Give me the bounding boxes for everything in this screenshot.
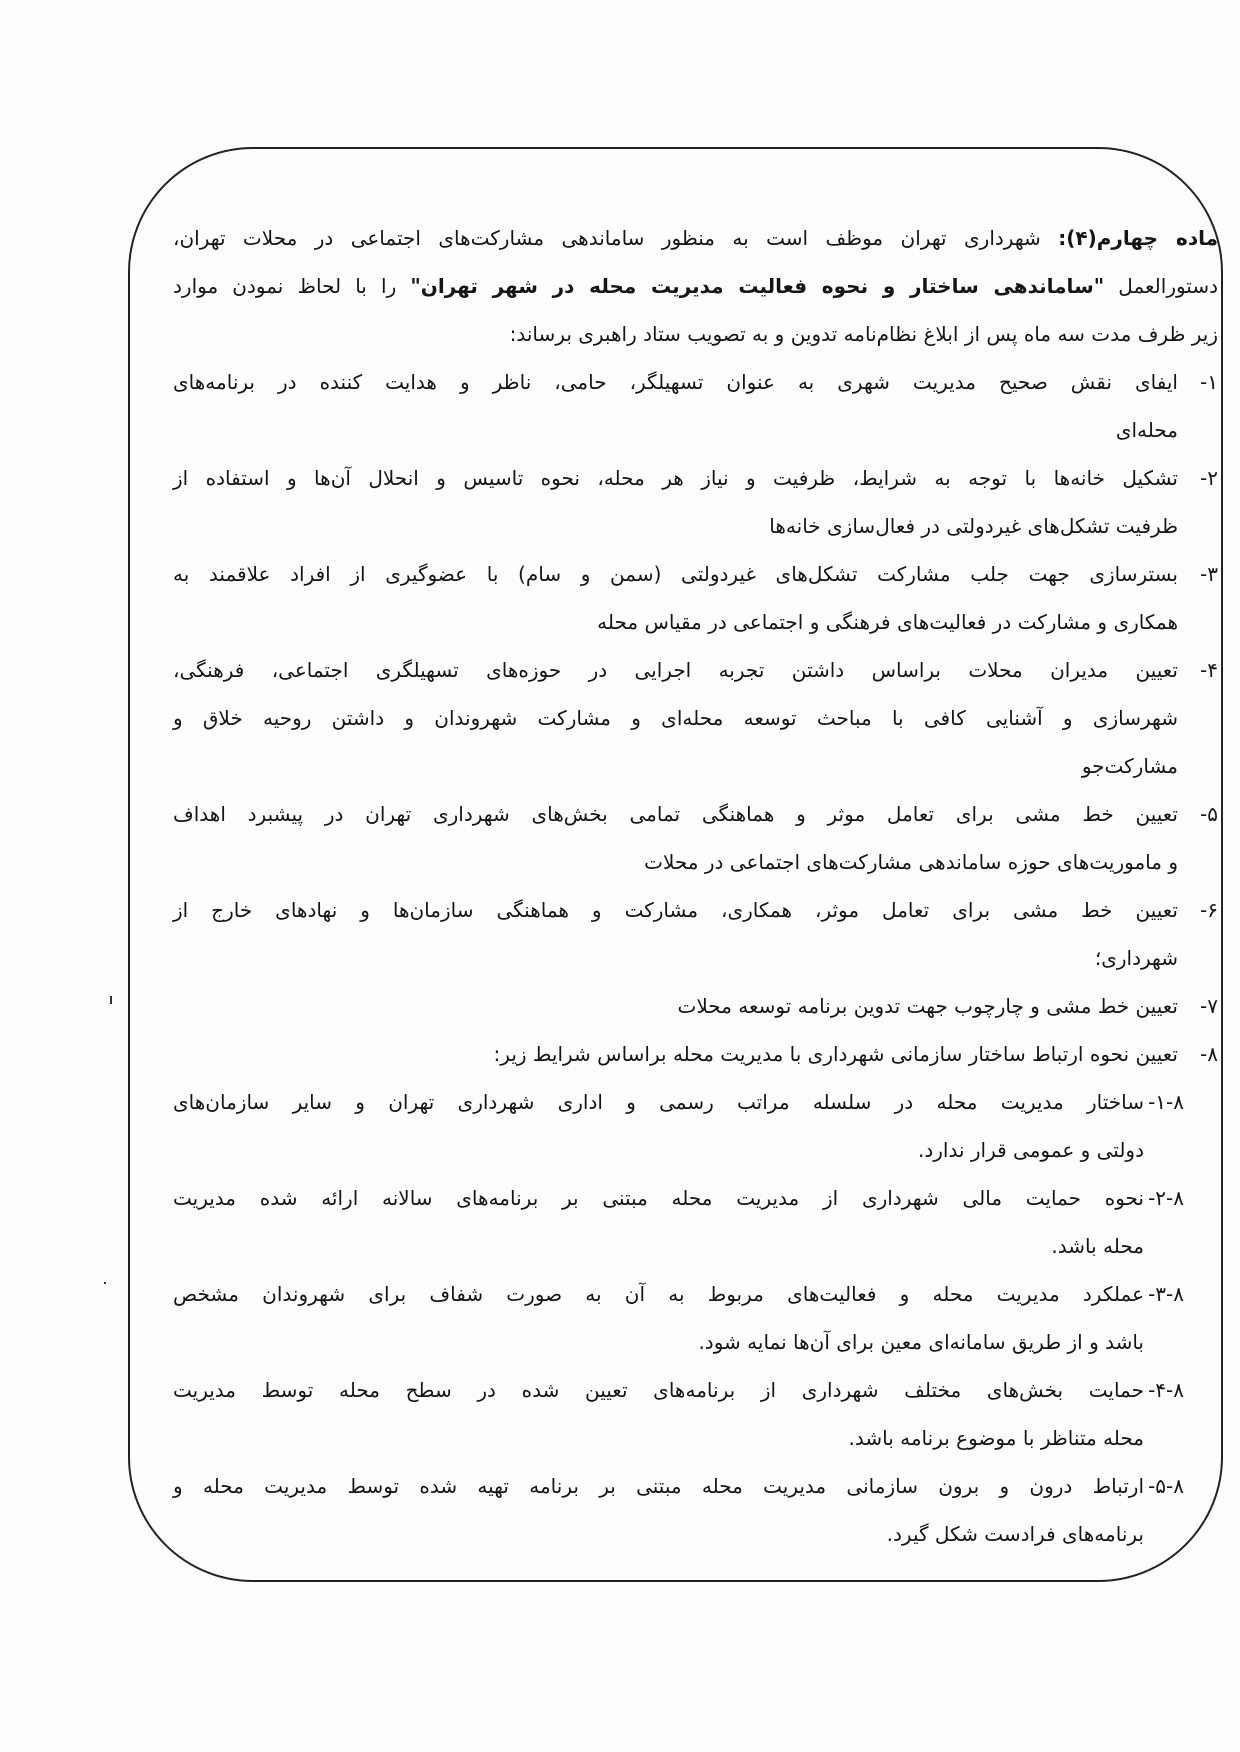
list-item [173, 454, 1218, 550]
item-number-label: -۲-۸ [1148, 1186, 1184, 1210]
subitems-list [173, 1078, 1218, 1558]
item-text-line: تشکیل خانه‌ها با توجه به شرایط، ظرفیت و نیاز هر محله، نحوه تاسیس و انحلال آن‌ها و استفاده از [173, 466, 1178, 490]
article-label: ماده چهارم(۴): [1058, 226, 1218, 250]
item-number-label: -۲ [1200, 466, 1218, 490]
item-text-line: محله‌ای [1115, 418, 1178, 442]
item-number-label: -۵ [1200, 802, 1218, 826]
item-text-line: ساختار مدیریت محله در سلسله مراتب رسمی و اداری شهرداری تهران و سایر سازمان‌های [173, 1090, 1144, 1114]
item-text-line: بسترسازی جهت جلب مشارکت تشکل‌های غیردولتی (سمن و سام) با عضوگیری از افراد علاقمند به [173, 562, 1178, 586]
item-number-label: -۱-۸ [1148, 1090, 1184, 1114]
scan-speck [110, 996, 112, 1004]
item-text-line: تعیین نحوه ارتباط ساختار سازمانی شهرداری با مدیریت محله براساس شرایط زیر: [493, 1042, 1178, 1066]
item-number [1178, 1030, 1218, 1078]
sub-list-item [173, 1174, 1218, 1270]
item-text-line: تعیین خط مشی برای تعامل موثر و هماهنگی تمامی بخش‌های شهرداری تهران در پیشبرد اهداف [173, 802, 1178, 826]
intro-line-3: زیر ظرف مدت سه ماه پس از ابلاغ نظام‌نامه تدوین و به تصویب ستاد راهبری برساند: [509, 322, 1218, 346]
item-text-line: ظرفیت تشکل‌های غیردولتی در فعال‌سازی خانه‌ها [769, 514, 1178, 538]
sub-list-item [173, 1462, 1218, 1558]
item-number [1178, 454, 1218, 502]
item-text-line: حمایت بخش‌های مختلف شهرداری از برنامه‌های تعیین شده در سطح محله توسط مدیریت [173, 1378, 1144, 1402]
item-number [1178, 886, 1218, 934]
item-text-line: تعیین خط مشی برای تعامل موثر، همکاری، مشارکت و هماهنگی سازمان‌ها و نهادهای خارج از [173, 898, 1178, 922]
item-text-line: همکاری و مشارکت در فعالیت‌های فرهنگی و اجتماعی در مقیاس محله [597, 610, 1178, 634]
list-item [173, 790, 1218, 886]
list-item [173, 358, 1218, 454]
item-number-label: -۱ [1200, 370, 1218, 394]
item-text-line: دولتی و عمومی قرار ندارد. [917, 1138, 1144, 1162]
item-number-label: -۷ [1200, 994, 1218, 1018]
item-text-line: باشد و از طریق سامانه‌ای معین برای آن‌ها نمایه شود. [698, 1330, 1144, 1354]
intro-line-1 [173, 214, 1218, 262]
intro-line-2 [173, 262, 1218, 310]
intro-text: را با لحاظ نمودن موارد [173, 274, 411, 298]
list-item [173, 982, 1218, 1030]
sub-list-item [173, 1366, 1218, 1462]
item-number-label: -۵-۸ [1148, 1474, 1184, 1498]
item-number [1178, 550, 1218, 598]
item-text-line: ایفای نقش صحیح مدیریت شهری به عنوان تسهیلگر، حامی، ناظر و هدایت کننده در برنامه‌های [173, 370, 1178, 394]
scan-speck [104, 1282, 106, 1284]
item-number [1178, 790, 1218, 838]
item-number-label: -۳-۸ [1148, 1282, 1184, 1306]
item-number [1144, 1174, 1184, 1222]
item-number [1144, 1366, 1184, 1414]
item-text-line: ارتباط درون و برون سازمانی مدیریت محله مبتنی بر برنامه تهیه شده توسط مدیریت محله و [173, 1474, 1144, 1498]
item-number [1144, 1462, 1184, 1510]
list-item [173, 886, 1218, 982]
item-text-line: تعیین مدیران محلات براساس داشتن تجربه اجرایی در حوزه‌های تسهیلگری اجتماعی، فرهنگی، [173, 658, 1178, 682]
item-number [1178, 646, 1218, 694]
item-text-line: نحوه حمایت مالی شهرداری از مدیریت محله مبتنی بر برنامه‌های سالانه ارائه شده مدیریت [173, 1186, 1144, 1210]
item-number-label: -۴ [1200, 658, 1218, 682]
article-4-text [173, 214, 1218, 1558]
item-text-line: شهرسازی و آشنایی کافی با مباحث توسعه محله‌ای و مشارکت شهروندان و داشتن روحیه خلاق و [173, 706, 1178, 730]
item-number [1178, 358, 1218, 406]
item-text-line: مشارکت‌جو [1081, 754, 1178, 778]
item-number [1144, 1270, 1184, 1318]
intro-text: دستورالعمل [1104, 274, 1219, 298]
item-text-line: عملکرد مدیریت محله و فعالیت‌های مربوط به آن به صورت شفاف برای شهروندان مشخص [173, 1282, 1144, 1306]
item-number-label: -۳ [1200, 562, 1218, 586]
item-text-line: و ماموریت‌های حوزه ساماندهی مشارکت‌های اجتماعی در محلات [644, 850, 1178, 874]
item-number-label: -۸ [1200, 1042, 1218, 1066]
item-number-label: -۴-۸ [1148, 1378, 1184, 1402]
intro-text: شهرداری تهران موظف است به منظور ساماندهی مشارکت‌های اجتماعی در محلات تهران، [173, 226, 1059, 250]
item-text-line: برنامه‌های فرادست شکل گیرد. [886, 1522, 1144, 1546]
list-item [173, 1030, 1218, 1078]
sub-list-item [173, 1078, 1218, 1174]
list-item [173, 550, 1218, 646]
item-text-line: محله متناظر با موضوع برنامه باشد. [848, 1426, 1144, 1450]
items-list [173, 358, 1218, 1078]
instruction-title: "ساماندهی ساختار و نحوه فعالیت مدیریت محله در شهر تهران" [410, 274, 1105, 298]
item-text-line: تعیین خط مشی و چارچوب جهت تدوین برنامه توسعه محلات [677, 994, 1178, 1018]
item-text-line: محله باشد. [1051, 1234, 1144, 1258]
item-text-line: شهرداری؛ [1094, 946, 1178, 970]
item-number-label: -۶ [1200, 898, 1218, 922]
list-item [173, 646, 1218, 790]
item-number [1144, 1078, 1184, 1126]
item-number [1178, 982, 1218, 1030]
sub-list-item [173, 1270, 1218, 1366]
